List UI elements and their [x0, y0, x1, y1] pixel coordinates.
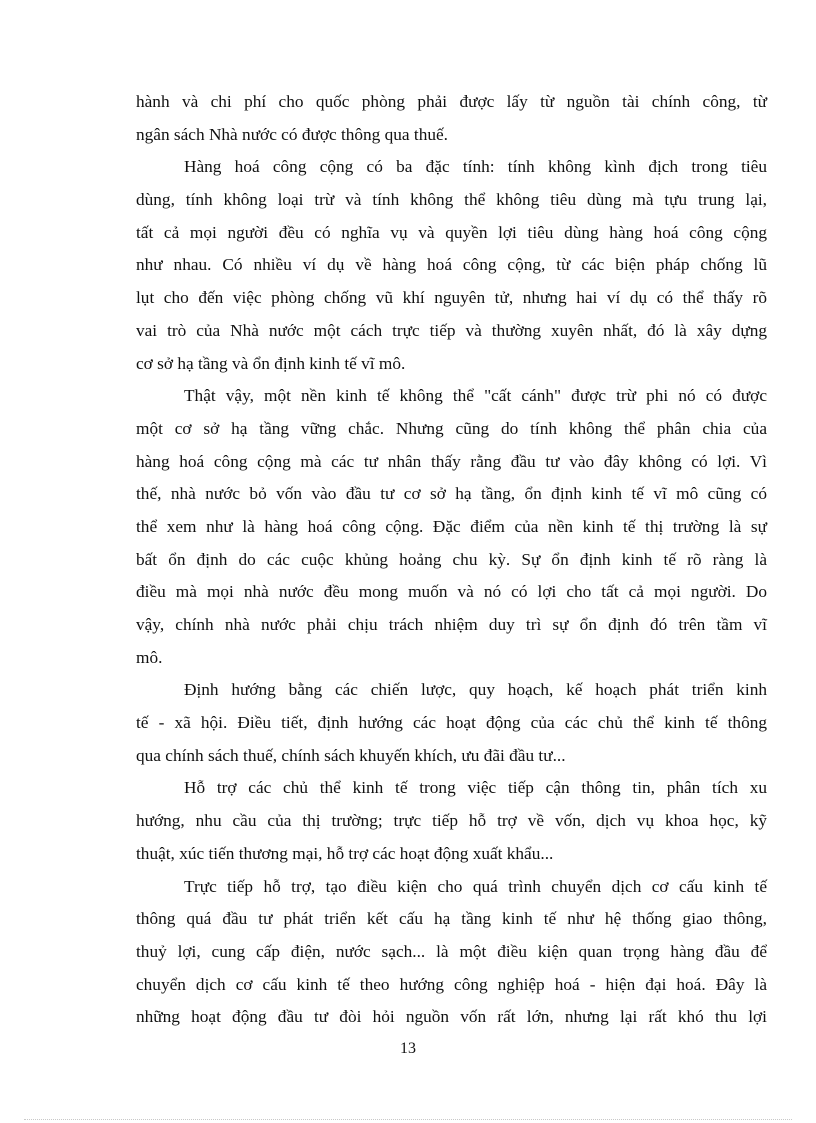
- text-line: Hàng hoá công cộng có ba đặc tính: tính không kình địch trong tiêu: [184, 157, 767, 177]
- text-line: thể xem như là hàng hoá công cộng. Đặc điểm của nền kinh tế thị trường là sự: [136, 516, 767, 536]
- text-line: cơ sở hạ tầng và ổn định kinh tế vĩ mô.: [136, 353, 406, 373]
- document-body: [136, 86, 767, 1034]
- text-line: thuật, xúc tiến thương mại, hỗ trợ các hoạt động xuất khẩu...: [136, 843, 554, 863]
- text-line: như nhau. Có nhiều ví dụ về hàng hoá công cộng, từ các biện pháp chống lũ: [136, 255, 767, 275]
- text-line: lụt cho đến việc phòng chống vũ khí nguyên tử, nhưng hai ví dụ có thể thấy rõ: [136, 288, 767, 308]
- text-line: một cơ sở hạ tầng vững chắc. Nhưng cũng do tính không thể phân chia của: [136, 418, 767, 438]
- text-line: tế - xã hội. Điều tiết, định hướng các hoạt động của các chủ thể kinh tế thông: [136, 713, 767, 733]
- text-line: qua chính sách thuế, chính sách khuyến khích, ưu đãi đầu tư...: [136, 745, 566, 765]
- paragraph: [136, 86, 767, 151]
- text-line: thuỷ lợi, cung cấp điện, nước sạch... là một điều kiện quan trọng hàng đầu để: [136, 941, 767, 961]
- paragraph: [136, 871, 767, 1034]
- page-number: 13: [400, 1040, 416, 1057]
- text-line: ngân sách Nhà nước có được thông qua thuế.: [136, 124, 448, 144]
- text-line: mô.: [136, 647, 163, 667]
- page-bottom-divider: [24, 1119, 792, 1120]
- text-line: Hỗ trợ các chủ thể kinh tế trong việc tiếp cận thông tin, phân tích xu: [184, 778, 767, 798]
- text-line: hành và chi phí cho quốc phòng phải được lấy từ nguồn tài chính công, từ: [136, 92, 767, 111]
- text-line: thông quá đầu tư phát triển kết cấu hạ tầng kinh tế như hệ thống giao thông,: [136, 909, 767, 929]
- text-line: chuyển dịch cơ cấu kinh tế theo hướng công nghiệp hoá - hiện đại hoá. Đây là: [136, 974, 767, 994]
- text-line: vai trò của Nhà nước một cách trực tiếp và thường xuyên nhất, đó là xây dựng: [136, 320, 767, 340]
- text-line: Thật vậy, một nền kinh tế không thể "cất cánh" được trừ phi nó có được: [184, 386, 767, 406]
- text-line: thế, nhà nước bỏ vốn vào đầu tư cơ sở hạ tầng, ổn định kinh tế vĩ mô cũng có: [136, 484, 767, 504]
- text-line: tất cả mọi người đều có nghĩa vụ và quyền lợi tiêu dùng hàng hoá công cộng: [136, 222, 767, 242]
- text-line: những hoạt động đầu tư đòi hỏi nguồn vốn rất lớn, nhưng lại rất khó thu lợi: [136, 1007, 767, 1027]
- paragraph: [136, 380, 767, 674]
- text-line: Trực tiếp hỗ trợ, tạo điều kiện cho quá trình chuyển dịch cơ cấu kinh tế: [184, 876, 767, 896]
- text-line: Định hướng bằng các chiến lược, quy hoạch, kế hoạch phát triển kinh: [184, 680, 767, 700]
- text-line: hàng hoá công cộng mà các tư nhân thấy rằng đầu tư vào đây không có lợi. Vì: [136, 451, 767, 471]
- paragraph: [136, 772, 767, 870]
- paragraph: [136, 151, 767, 380]
- text-line: điều mà mọi nhà nước đều mong muốn và nó có lợi cho tất cả mọi người. Do: [136, 582, 767, 602]
- text-line: dùng, tính không loại trừ và tính không thể không tiêu dùng mà tựu trung lại,: [136, 190, 767, 210]
- text-line: hướng, nhu cầu của thị trường; trực tiếp hỗ trợ về vốn, dịch vụ khoa học, kỹ: [136, 811, 767, 831]
- paragraph: [136, 674, 767, 772]
- text-line: vậy, chính nhà nước phải chịu trách nhiệm duy trì sự ổn định đó trên tầm vĩ: [136, 615, 767, 634]
- text-line: bất ổn định do các cuộc khủng hoảng chu kỳ. Sự ổn định kinh tế rõ ràng là: [136, 549, 767, 569]
